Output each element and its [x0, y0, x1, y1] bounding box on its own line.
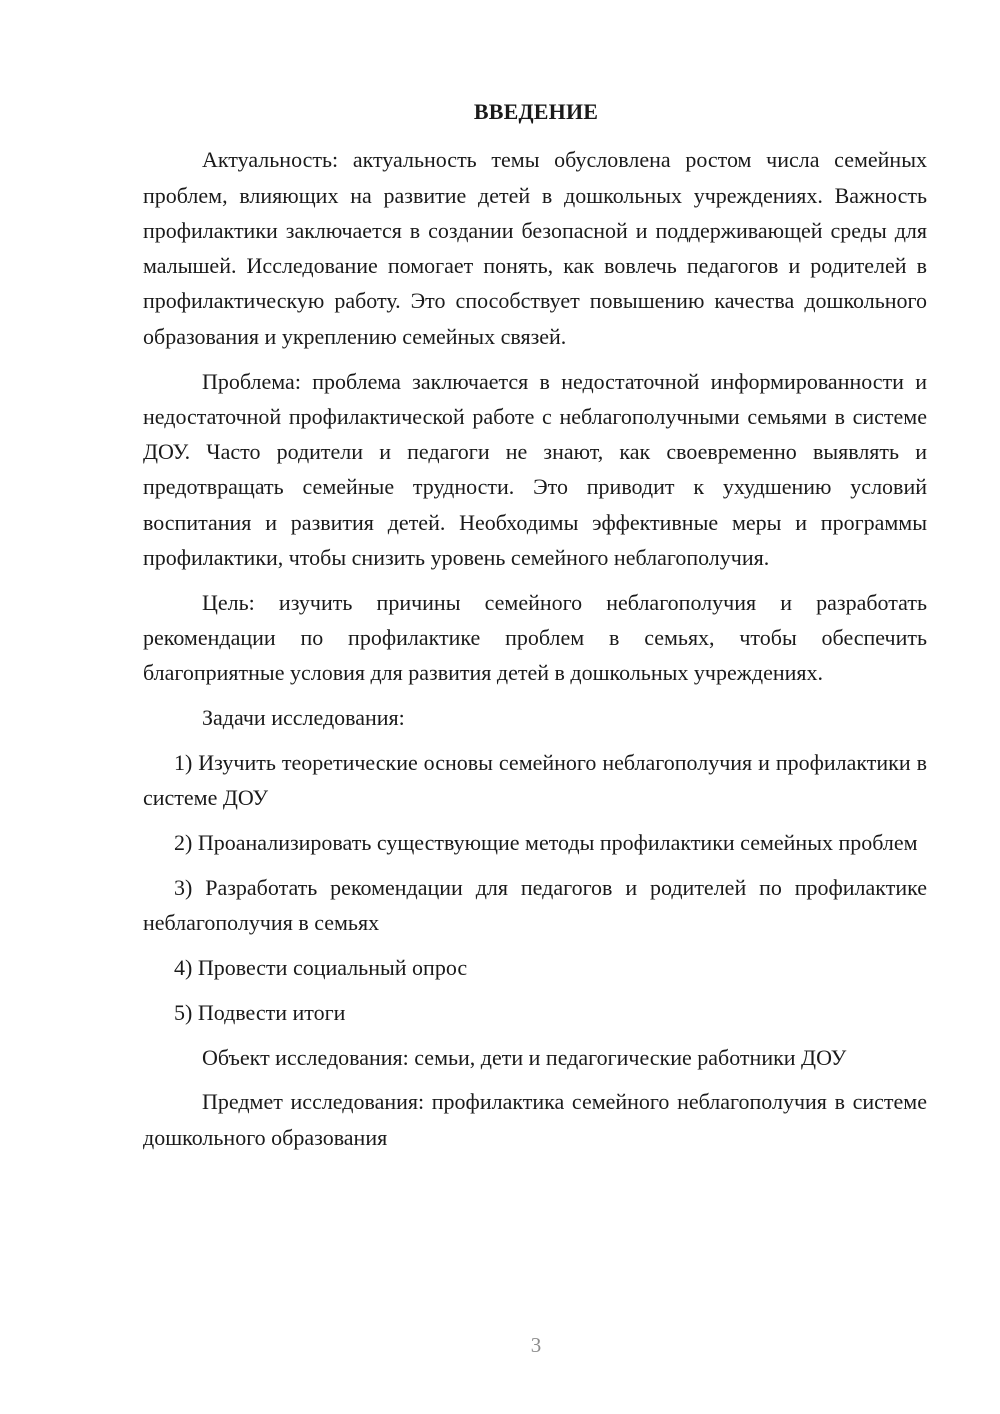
research-subject-paragraph: Предмет исследования: профилактика семейного неблагополучия в системе дошкольного образования	[143, 1089, 927, 1150]
page-number: 3	[530, 1333, 542, 1357]
research-object-paragraph: Объект исследования: семьи, дети и педагогические работники ДОУ	[202, 1044, 847, 1070]
page-content	[143, 94, 927, 1165]
task-item-5: 5) Подвести итоги	[174, 999, 346, 1025]
task-item-4: 4) Провести социальный опрос	[174, 955, 468, 981]
task-item-1: 1) Изучить теоретические основы семейного неблагополучия и профилактики в системе ДОУ	[143, 750, 927, 811]
relevance-paragraph: Актуальность: актуальность темы обусловлена ростом числа семейных проблем, влияющих на развитие детей в дошкольных учреждениях. Важность профилактики заключается в создании безопасной и поддерживающей среды для малышей. Исследование помогает понять, как вовлечь педагогов и родителей в профилактическую работу. Это способствует повышению качества дошкольного образования и укреплению семейных связей.	[143, 147, 927, 349]
problem-paragraph: Проблема: проблема заключается в недостаточной информированности и недостаточной профилактической работе с неблагополучными семьями в системе ДОУ. Часто родители и педагоги не знают, как своевременно выявлять и предотвращать семейные трудности. Это приводит к ухудшению условий воспитания и развития детей. Необходимы эффективные меры и программы профилактики, чтобы снизить уровень семейного неблагополучия.	[143, 368, 927, 571]
tasks-heading: Задачи исследования:	[202, 705, 405, 731]
task-item-2: 2) Проанализировать существующие методы профилактики семейных проблем	[174, 830, 918, 856]
goal-paragraph: Цель: изучить причины семейного неблагополучия и разработать рекомендации по профилактике проблем в семьях, чтобы обеспечить благоприятные условия для развития детей в дошкольных учреждениях.	[143, 589, 927, 686]
section-title: ВВЕДЕНИЕ	[473, 99, 599, 124]
task-item-3: 3) Разработать рекомендации для педагогов и родителей по профилактике неблагополучия в семьях	[143, 874, 927, 936]
